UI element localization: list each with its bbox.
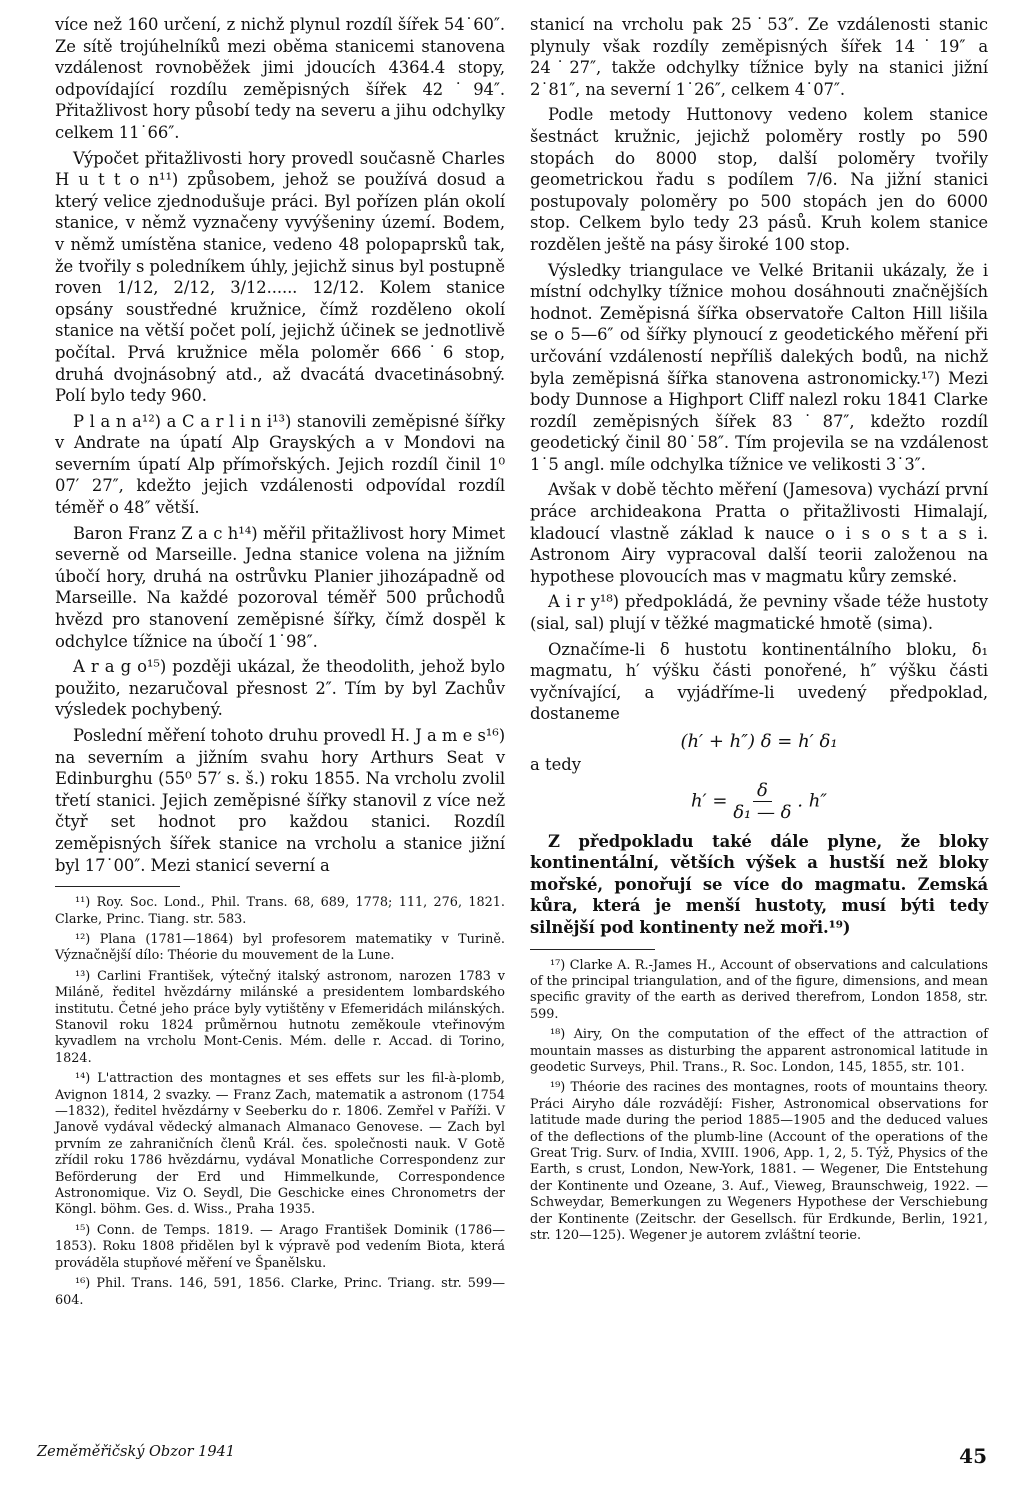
footnote-divider: [530, 949, 655, 950]
right-column: [530, 14, 988, 1248]
page-number: 45: [959, 1444, 987, 1468]
body-paragraph: Poslední měření tohoto druhu provedl H. J a m e s¹⁶) na severním a jižním svahu hory Arthurs Seat v Edinburghu (55⁰ 57′ s. š.) roku 1855. Na vrcholu zvolil třetí stanici. Jejich zeměpisné šířky stanovil z více než čtyř set hodnot pro každou stanici. Rozdíl zeměpisných šířek stanice na vrcholu a stanice jižní byl 17˙00″. Mezi stanicí severní a: [55, 726, 505, 875]
footnote: ¹⁵) Conn. de Temps. 1819. — Arago František Dominik (1786—1853). Roku 1808 přidělen byl k výpravě pod vedením Biota, která prováděla stupňové měření ve Španělsku.: [55, 1222, 505, 1271]
body-paragraph: Označíme-li δ hustotu kontinentálního bloku, δ₁ magmatu, h′ výšku části ponořené, h″ výšku části vyčnívající, a vyjádříme-li uvedený předpoklad, dostaneme: [530, 639, 988, 724]
formula-connector-text: a tedy: [530, 755, 582, 774]
body-paragraph: stanicí na vrcholu pak 25˙53″. Ze vzdálenosti stanic plynuly však rozdíly zeměpisných šířek 14˙19″ a 24˙27″, takže odchylky tížnice byly na stanici jižní 2˙81″, na severní 1˙26″, celkem 4˙07″.: [530, 15, 988, 99]
footnote: ¹⁴) L'attraction des montagnes et ses effets sur les fil-à-plomb, Avignon 1814, 2 svazky. — Franz Zach, matematik a astronom (1754—1832), ředitel hvězdárny v Seeberku do r. 1806. Zemřel v Paříži. V Janově vydával vědecký almanach Almanaco Genovese. — Zach byl prvním ze zahraničních členů Král. čes. společnosti nauk. V Gotě zřídil roku 1786 hvězdárnu, vydával Monatliche Correspondenz zur Beförderung der Erd und Himmelkunde, Correspondence Astronomique. Viz O. Seydl, Die Geschicke eines Chronometrs der Köngl. böhm. Ges. d. Wiss., Praha 1935.: [55, 1071, 505, 1218]
body-paragraph: Výsledky triangulace ve Velké Britanii ukázaly, že i místní odchylky tížnice mohou dosáhnouti značnějších hodnot. Zeměpisná šířka observatoře Calton Hill lišila se o 5—6″ od šířky plynoucí z geodetického měření při určování vzdáleností nepříliš dalekých bodů, na nichž byla zeměpisná šířka stanovena astronomicky.¹⁷) Mezi body Dunnose a Highport Cliff nalezl roku 1841 Clarke rozdíl zeměpisných šířek 83˙87″, kdežto rozdíl geodetický činil 80˙58″. Tím projevila se na vzdálenost 1˙5 angl. míle odchylka tížnice ve velikosti 3˙3″.: [530, 260, 988, 474]
journal-name: Zeměměřičský Obzor 1941: [37, 1444, 236, 1460]
fraction-denominator: δ₁ — δ: [733, 801, 792, 823]
body-paragraph: Podle metody Huttonovy vedeno kolem stanice šestnáct kružnic, jejichž poloměry rostly po 590 stopách do 8000 stop, další poloměry tvořily geometrickou řadu s podílem 7/6. Na jižní stanici postupovaly poloměry po 500 stopách jen do 6000 stop. Celkem bylo tedy 23 pásů. Kruh kolem stanice rozdělen ještě na pásy široké 100 stop.: [530, 105, 988, 254]
formula-block: [530, 731, 988, 823]
footnote-divider: [55, 886, 180, 887]
equation-rhs: . h″: [797, 790, 828, 812]
fraction: [733, 780, 791, 823]
body-paragraph: A r a g o¹⁵) později ukázal, že theodolith, jehož bylo použito, nezaručoval přesnost 2″. Tím by byl Zachův výsledek pochybený.: [55, 657, 505, 720]
body-paragraph: Z předpokladu také dále plyne, že bloky kontinentální, větších výšek a hustší než bloky mořské, ponořují se více do magmatu. Zemská kůra, která je menší hustoty, musí býti tedy silnější pod kontinenty než moři.¹⁹): [530, 831, 988, 937]
footnote: ¹⁶) Phil. Trans. 146, 591, 1856. Clarke, Princ. Triang. str. 599—604.: [55, 1276, 505, 1308]
fraction-numerator: δ: [753, 780, 772, 802]
body-paragraph: více než 160 určení, z nichž plynul rozdíl šířek 54˙60″. Ze sítě trojúhelníků mezi oběma stanicemi stanovena vzdálenost rovnoběžek jimi jdoucích 4364.4 stopy, odpovídající rozdílu zeměpisných šířek 42˙94″. Přitažlivost hory působí tedy na severu a jihu odchylky celkem 11˙66″.: [55, 15, 505, 142]
body-paragraph: P l a n a¹²) a C a r l i n i¹³) stanovili zeměpisné šířky v Andrate na úpatí Alp Grayských a v Mondovi na severním úpatí Alp přímořských. Jejich rozdíl činil 1⁰ 07′ 27″, kdežto jejich vzdálenosti odpovídal rozdíl téměř o 48″ větší.: [55, 411, 505, 518]
body-paragraph: Avšak v době těchto měření (Jamesova) vychází první práce archideakona Pratta o přitažlivosti Himalají, kladoucí vlastně základ k nauce o i s o s t a s i. Astronom Airy vypracoval další teorii založenou na hypothese plovoucích mas v magmatu kůry zemské.: [530, 480, 988, 586]
equation: (h′ + h″) δ = h′ δ₁: [680, 731, 838, 752]
body-paragraph: A i r y¹⁸) předpokládá, že pevniny všade téže hustoty (sial, sal) plují v těžké magmatické hmotě (sima).: [530, 592, 988, 634]
equation-lhs: h′ =: [690, 790, 728, 812]
footnote: ¹⁷) Clarke A. R.-James H., Account of observations and calculations of the principal triangulation, and of the figure, dimensions, and mean specific gravity of the earth as derived therefrom, London 1858, str. 599.: [530, 957, 988, 1022]
footnote: ¹¹) Roy. Soc. Lond., Phil. Trans. 68, 689, 1778; 111, 276, 1821. Clarke, Princ. Tiang. str. 583.: [55, 895, 505, 927]
footnote: ¹⁹) Théorie des racines des montagnes, roots of mountains theory. Práci Airyho dále rozvádějí: Fisher, Astronomical observations for latitude made during the period 1885—1905 and the deduced values of the deflections of the plumb-line (Account of the operations of the Great Trig. Surv. of India, XVIII. 1906, App. 1, 2, 5. Týž, Physics of the Earth, s crust, London, New-York, 1881. — Wegener, Die Entstehung der Kontinente und Ozeane, 3. Auf., Vieweg, Braunschweig, 1922. — Schweydar, Bemerkungen zu Wegeners Hypothese der Verschiebung der Kontinente (Zeitschr. der Gesellsch. für Erdkunde, Berlin, 1921, str. 120—125). Wegener je autorem zvláštní teorie.: [530, 1080, 988, 1244]
left-column: [55, 14, 505, 1313]
footnote: ¹³) Carlini František, výtečný italský astronom, narozen 1783 v Miláně, ředitel hvězdárny milánské a presidentem lombardského institutu. Četné jeho práce byly vytištěny v Efemeridách milánských. Stanovil roku 1824 průměrnou hutnotu zeměkoule vteřinovým kyvadlem na vrcholu Mont-Cenis. Mém. delle r. Accad. di Torino, 1824.: [55, 968, 505, 1066]
footnote: ¹²) Plana (1781—1864) byl profesorem matematiky v Turině. Význačnější dílo: Théorie du mouvement de la Lune.: [55, 931, 505, 964]
body-paragraph: Baron Franz Z a c h¹⁴) měřil přitažlivost hory Mimet severně od Marseille. Jedna stanice volena na jižním úbočí hory, druhá na ostrůvku Planier jihozápadně od Marseille. Na každé pozoroval téměř 500 průchodů hvězd pro stanovení zeměpisné šířky, čímž dospěl k odchylce tížnice na úbočí 1˙98″.: [55, 523, 505, 651]
equation: [530, 780, 988, 823]
body-paragraph: Výpočet přitažlivosti hory provedl současně Charles H u t t o n¹¹) způsobem, jehož se používá dosud a který velice zjednodušuje práci. Byl pořízen plán okolí stanice, v němž vyznačeny vyvýšeniny území. Bodem, v němž umístěna stanice, vedeno 48 polopaprsků tak, že tvořily s poledníkem úhly, jejichž sinus byl postupně roven 1/12, 2/12, 3/12...... 12/12. Kolem stanice opsány soustředné kružnice, čímž rozděleno okolí stanice na větší počet polí, jejichž účinek se jednotlivě počítal. Prvá kružnice měla poloměr 666˙6 stop, druhá dvojnásobný atd., až dvacátá dvacetinásobný. Polí bylo tedy 960.: [55, 148, 505, 406]
footnote: ¹⁸) Airy, On the computation of the effect of the attraction of mountain masses as disturbing the apparent astronomical latitude in geodetic Surveys, Phil. Trans., R. Soc. London, 145, 1855, str. 101.: [530, 1027, 988, 1075]
